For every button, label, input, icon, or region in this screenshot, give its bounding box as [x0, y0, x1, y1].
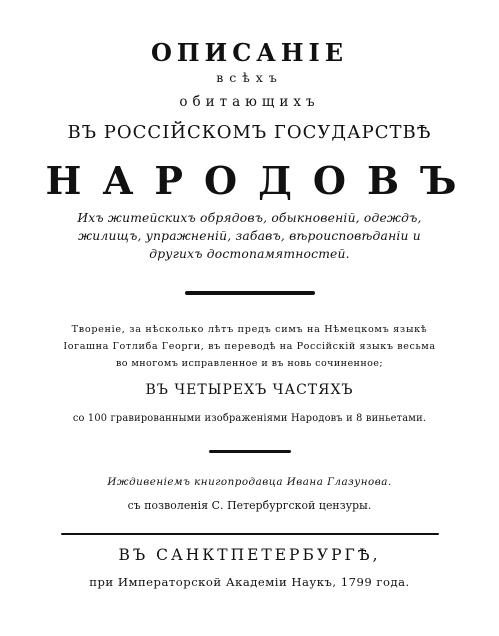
title-line-state: ВЪ РОССІЙСКОМЪ ГОСУДАРСТВѢ — [67, 122, 432, 143]
subtitle-line-3: другихъ достопамятностей. — [149, 247, 350, 261]
censorship-line: съ позволенія С. Петербургской цензуры. — [127, 499, 372, 512]
title-line-peoples: НАРОДОВЪ — [45, 158, 478, 203]
subtitle-line-1: Ихъ житейскихъ обрядовъ, обыкновеній, одеждъ, — [77, 211, 422, 225]
creation-line-2: Іогашна Готлиба Георги, въ переводѣ на Россійскій языкъ весьма — [63, 341, 436, 352]
publisher-line: Иждивеніемъ книгопродавца Ивана Глазунова. — [107, 476, 392, 488]
engravings-line: со 100 гравированными изображеніями Народовъ и 8 виньетами. — [72, 413, 427, 424]
ornamental-rule-middle — [209, 450, 291, 453]
subtitle-line-2: жилищъ, упражненій, забавъ, вѣроисповѣданіи и — [78, 229, 421, 243]
title-line-description: ОПИСАНІЕ — [150, 38, 349, 67]
creation-line-1: Твореніе, за нѣсколько лѣтъ предъ симъ на Нѣмецкомъ языкѣ — [71, 324, 428, 335]
creation-line-3: во многомъ исправленное и въ новь сочиненное; — [115, 358, 384, 369]
ornamental-rule-bottom — [61, 533, 439, 535]
parts-heading: ВЪ ЧЕТЫРЕХЪ ЧАСТЯХЪ — [145, 382, 354, 398]
title-line-inhabiting: обитающихъ — [179, 94, 320, 110]
imprint-line: при Императорской Академіи Наукъ, 1799 года. — [89, 575, 410, 589]
ornamental-rule-top — [185, 291, 315, 295]
title-line-all: всѣхъ — [216, 70, 283, 85]
city-line: ВЪ САНКТПЕТЕРБУРГѢ, — [118, 546, 381, 564]
